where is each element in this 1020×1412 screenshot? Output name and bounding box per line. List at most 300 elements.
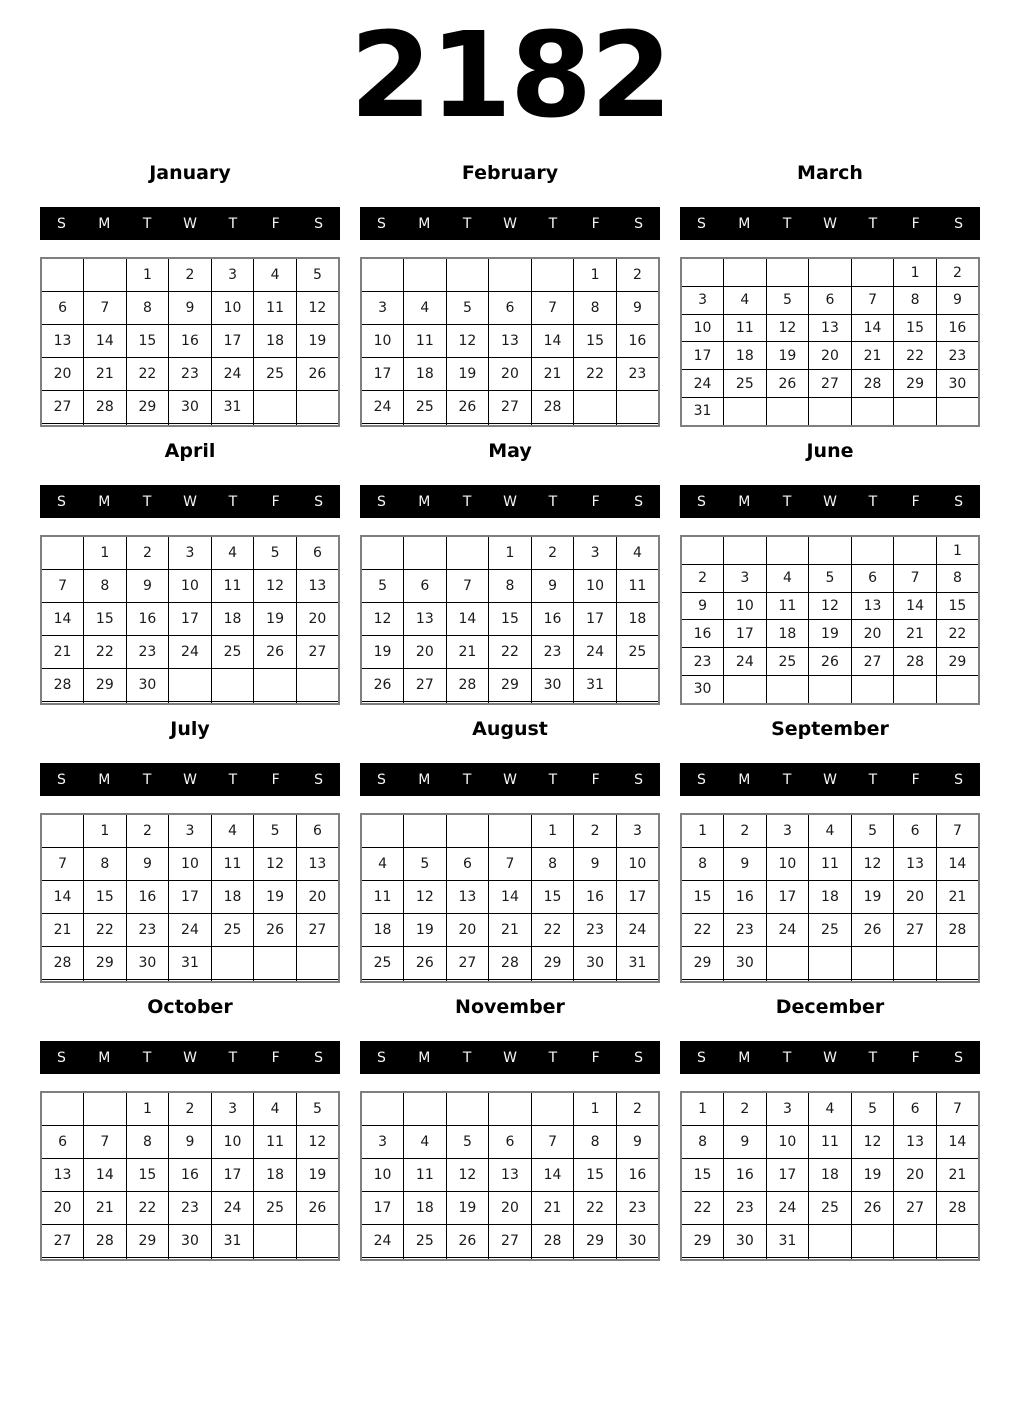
day-cell: 15 — [681, 881, 724, 914]
empty-day-cell — [211, 423, 254, 426]
day-cell: 21 — [41, 913, 84, 946]
day-cell: 23 — [616, 357, 659, 390]
day-cell: 23 — [681, 648, 724, 676]
day-cell: 27 — [489, 390, 532, 423]
month-october — [40, 992, 340, 1261]
day-cell: 21 — [936, 881, 979, 914]
weekday-label: S — [56, 771, 66, 788]
day-cell: 23 — [531, 635, 574, 668]
day-cell: 13 — [446, 881, 489, 914]
weekday-label: T — [868, 215, 878, 232]
month-grid — [40, 257, 340, 427]
day-cell: 4 — [404, 292, 447, 325]
day-cell: 13 — [296, 570, 339, 603]
day-cell: 5 — [446, 1126, 489, 1159]
weekday-label: F — [271, 215, 280, 232]
week-row — [41, 570, 339, 603]
empty-day-cell — [404, 979, 447, 982]
empty-day-cell — [361, 814, 404, 848]
day-cell: 3 — [361, 292, 404, 325]
week-row — [681, 620, 979, 648]
day-cell: 30 — [936, 370, 979, 398]
day-cell: 9 — [126, 570, 169, 603]
day-cell: 24 — [361, 390, 404, 423]
day-cell: 13 — [809, 314, 852, 342]
week-row — [681, 648, 979, 676]
day-cell: 30 — [574, 946, 617, 979]
day-cell: 16 — [169, 1159, 212, 1192]
day-cell: 20 — [489, 1191, 532, 1224]
day-cell: 22 — [531, 913, 574, 946]
week-row — [681, 1224, 979, 1257]
day-cell: 29 — [531, 946, 574, 979]
day-cell: 24 — [211, 357, 254, 390]
weekday-label: F — [591, 771, 600, 788]
empty-day-cell — [936, 1257, 979, 1260]
empty-day-cell — [296, 668, 339, 701]
day-cell: 6 — [489, 292, 532, 325]
day-cell: 4 — [616, 536, 659, 570]
day-cell: 1 — [531, 814, 574, 848]
day-cell: 6 — [404, 570, 447, 603]
weekday-label: S — [634, 215, 644, 232]
day-cell: 30 — [169, 1224, 212, 1257]
week-row — [361, 1257, 659, 1260]
weekday-label: T — [868, 1049, 878, 1066]
day-cell: 15 — [574, 325, 617, 358]
month-title: February — [461, 162, 559, 184]
empty-day-cell — [296, 1257, 339, 1260]
day-cell: 10 — [766, 848, 809, 881]
empty-day-cell — [254, 1257, 297, 1260]
empty-day-cell — [489, 1257, 532, 1260]
empty-day-cell — [296, 946, 339, 979]
day-cell: 2 — [169, 258, 212, 292]
weekday-header-bar — [360, 1041, 660, 1074]
empty-day-cell — [126, 979, 169, 982]
empty-day-cell — [809, 258, 852, 287]
week-row — [41, 701, 339, 704]
day-cell: 22 — [84, 913, 127, 946]
day-cell: 14 — [894, 592, 937, 620]
day-cell: 1 — [84, 814, 127, 848]
day-cell: 14 — [84, 325, 127, 358]
day-cell: 3 — [361, 1126, 404, 1159]
day-cell: 5 — [851, 1092, 894, 1126]
weekday-label: M — [98, 215, 111, 232]
day-cell: 28 — [41, 946, 84, 979]
empty-day-cell — [681, 1257, 724, 1260]
empty-day-cell — [41, 258, 84, 292]
day-cell: 12 — [446, 1159, 489, 1192]
week-row — [681, 848, 979, 881]
weekday-header-bar — [40, 1041, 340, 1074]
day-cell: 24 — [211, 1191, 254, 1224]
day-cell: 31 — [169, 946, 212, 979]
empty-day-cell — [211, 946, 254, 979]
weekday-header-bar — [680, 763, 980, 796]
day-cell: 27 — [894, 1191, 937, 1224]
day-cell: 1 — [84, 536, 127, 570]
day-cell: 17 — [169, 603, 212, 636]
day-cell: 27 — [296, 913, 339, 946]
day-cell: 24 — [361, 1224, 404, 1257]
day-cell: 26 — [851, 913, 894, 946]
weekday-label: F — [591, 215, 600, 232]
empty-day-cell — [41, 701, 84, 704]
day-cell: 7 — [531, 1126, 574, 1159]
day-cell: 5 — [254, 814, 297, 848]
day-cell: 5 — [296, 1092, 339, 1126]
day-cell: 22 — [126, 1191, 169, 1224]
week-row — [361, 536, 659, 570]
day-cell: 13 — [489, 1159, 532, 1192]
day-cell: 29 — [126, 1224, 169, 1257]
day-cell: 11 — [809, 1126, 852, 1159]
day-cell: 1 — [126, 258, 169, 292]
month-august — [360, 714, 660, 983]
day-cell: 17 — [169, 881, 212, 914]
empty-day-cell — [574, 390, 617, 423]
weekday-label: F — [911, 215, 920, 232]
week-row — [41, 325, 339, 358]
day-cell: 29 — [489, 668, 532, 701]
day-cell: 10 — [361, 325, 404, 358]
month-title: June — [806, 440, 854, 462]
empty-day-cell — [809, 397, 852, 426]
day-cell: 6 — [894, 814, 937, 848]
weekday-label: T — [548, 1049, 558, 1066]
month-title: November — [455, 996, 565, 1018]
empty-day-cell — [851, 946, 894, 979]
day-cell: 9 — [616, 292, 659, 325]
empty-day-cell — [489, 814, 532, 848]
day-cell: 14 — [936, 1126, 979, 1159]
day-cell: 27 — [489, 1224, 532, 1257]
empty-day-cell — [894, 946, 937, 979]
day-cell: 6 — [894, 1092, 937, 1126]
day-cell: 19 — [361, 635, 404, 668]
empty-day-cell — [489, 979, 532, 982]
day-cell: 11 — [211, 570, 254, 603]
day-cell: 23 — [126, 635, 169, 668]
day-cell: 19 — [766, 342, 809, 370]
day-cell: 8 — [531, 848, 574, 881]
day-cell: 8 — [126, 1126, 169, 1159]
day-cell: 28 — [531, 390, 574, 423]
weekday-label: T — [868, 493, 878, 510]
day-cell: 28 — [936, 913, 979, 946]
weekday-label: T — [142, 493, 152, 510]
empty-day-cell — [489, 701, 532, 704]
week-row — [361, 357, 659, 390]
empty-day-cell — [126, 701, 169, 704]
day-cell: 15 — [894, 314, 937, 342]
day-cell: 7 — [936, 814, 979, 848]
empty-day-cell — [616, 668, 659, 701]
week-row — [361, 881, 659, 914]
weekday-label: M — [738, 215, 751, 232]
day-cell: 24 — [169, 913, 212, 946]
week-row — [361, 946, 659, 979]
day-cell: 17 — [681, 342, 724, 370]
day-cell: 14 — [851, 314, 894, 342]
month-june — [680, 436, 980, 705]
month-july — [40, 714, 340, 983]
day-cell: 17 — [616, 881, 659, 914]
day-cell: 15 — [489, 603, 532, 636]
day-cell: 15 — [126, 325, 169, 358]
empty-day-cell — [809, 979, 852, 982]
day-cell: 16 — [724, 1159, 767, 1192]
weekday-label: W — [183, 493, 197, 510]
empty-day-cell — [41, 814, 84, 848]
weekday-label: F — [591, 1049, 600, 1066]
day-cell: 6 — [41, 292, 84, 325]
week-row — [681, 1159, 979, 1192]
day-cell: 8 — [84, 570, 127, 603]
day-cell: 15 — [84, 603, 127, 636]
day-cell: 5 — [254, 536, 297, 570]
day-cell: 31 — [681, 397, 724, 426]
empty-day-cell — [254, 946, 297, 979]
month-grid — [680, 813, 980, 983]
empty-day-cell — [84, 701, 127, 704]
empty-day-cell — [766, 946, 809, 979]
empty-day-cell — [616, 701, 659, 704]
weekday-label: F — [911, 771, 920, 788]
day-cell: 4 — [211, 814, 254, 848]
empty-day-cell — [681, 536, 724, 565]
day-cell: 2 — [126, 536, 169, 570]
empty-day-cell — [894, 675, 937, 704]
month-title: October — [147, 996, 233, 1018]
day-cell: 1 — [489, 536, 532, 570]
day-cell: 8 — [574, 1126, 617, 1159]
day-cell: 10 — [169, 570, 212, 603]
empty-day-cell — [766, 1257, 809, 1260]
day-cell: 27 — [296, 635, 339, 668]
day-cell: 2 — [531, 536, 574, 570]
day-cell: 16 — [126, 881, 169, 914]
week-row — [41, 1191, 339, 1224]
day-cell: 1 — [681, 1092, 724, 1126]
empty-day-cell — [936, 1224, 979, 1257]
day-cell: 28 — [936, 1191, 979, 1224]
day-cell: 18 — [809, 1159, 852, 1192]
week-row — [41, 814, 339, 848]
day-cell: 27 — [41, 1224, 84, 1257]
week-row — [361, 1191, 659, 1224]
weekday-label: T — [228, 1049, 238, 1066]
weekday-label: W — [823, 1049, 837, 1066]
empty-day-cell — [361, 536, 404, 570]
week-row — [681, 397, 979, 426]
day-cell: 8 — [574, 292, 617, 325]
day-cell: 4 — [254, 258, 297, 292]
day-cell: 9 — [616, 1126, 659, 1159]
empty-day-cell — [404, 536, 447, 570]
week-row — [361, 635, 659, 668]
empty-day-cell — [574, 979, 617, 982]
empty-day-cell — [446, 258, 489, 292]
weekday-label: T — [142, 771, 152, 788]
weekday-label: S — [954, 771, 964, 788]
day-cell: 26 — [446, 390, 489, 423]
day-cell: 10 — [211, 292, 254, 325]
day-cell: 25 — [361, 946, 404, 979]
weekday-label: M — [738, 1049, 751, 1066]
day-cell: 7 — [446, 570, 489, 603]
weekday-label: S — [634, 771, 644, 788]
day-cell: 23 — [574, 913, 617, 946]
empty-day-cell — [809, 1257, 852, 1260]
weekday-label: W — [823, 215, 837, 232]
week-row — [361, 258, 659, 292]
day-cell: 3 — [766, 1092, 809, 1126]
week-row — [361, 1126, 659, 1159]
day-cell: 26 — [766, 370, 809, 398]
weekday-label: T — [782, 493, 792, 510]
day-cell: 26 — [296, 1191, 339, 1224]
day-cell: 17 — [766, 1159, 809, 1192]
month-september — [680, 714, 980, 983]
day-cell: 18 — [724, 342, 767, 370]
day-cell: 19 — [254, 603, 297, 636]
day-cell: 13 — [296, 848, 339, 881]
day-cell: 13 — [851, 592, 894, 620]
empty-day-cell — [446, 536, 489, 570]
day-cell: 2 — [616, 1092, 659, 1126]
day-cell: 16 — [574, 881, 617, 914]
week-row — [681, 565, 979, 593]
empty-day-cell — [404, 814, 447, 848]
day-cell: 5 — [446, 292, 489, 325]
day-cell: 13 — [894, 1126, 937, 1159]
week-row — [41, 946, 339, 979]
weekday-header-bar — [360, 207, 660, 240]
empty-day-cell — [126, 423, 169, 426]
empty-day-cell — [489, 423, 532, 426]
day-cell: 28 — [894, 648, 937, 676]
month-grid — [680, 535, 980, 705]
day-cell: 29 — [894, 370, 937, 398]
day-cell: 25 — [254, 1191, 297, 1224]
week-row — [41, 536, 339, 570]
day-cell: 8 — [126, 292, 169, 325]
empty-day-cell — [169, 979, 212, 982]
day-cell: 3 — [766, 814, 809, 848]
weekday-label: W — [503, 215, 517, 232]
day-cell: 2 — [724, 814, 767, 848]
day-cell: 26 — [446, 1224, 489, 1257]
week-row — [681, 1126, 979, 1159]
empty-day-cell — [296, 423, 339, 426]
weekday-label: M — [738, 493, 751, 510]
day-cell: 4 — [211, 536, 254, 570]
day-cell: 8 — [681, 848, 724, 881]
empty-day-cell — [851, 1224, 894, 1257]
day-cell: 6 — [41, 1126, 84, 1159]
day-cell: 31 — [766, 1224, 809, 1257]
empty-day-cell — [169, 668, 212, 701]
week-row — [681, 814, 979, 848]
month-title: March — [797, 162, 863, 184]
day-cell: 27 — [404, 668, 447, 701]
empty-day-cell — [126, 1257, 169, 1260]
day-cell: 3 — [681, 287, 724, 315]
day-cell: 17 — [211, 1159, 254, 1192]
day-cell: 14 — [446, 603, 489, 636]
day-cell: 18 — [404, 357, 447, 390]
weekday-header-bar — [680, 1041, 980, 1074]
weekday-label: F — [911, 493, 920, 510]
day-cell: 2 — [724, 1092, 767, 1126]
day-cell: 6 — [809, 287, 852, 315]
week-row — [681, 370, 979, 398]
day-cell: 15 — [126, 1159, 169, 1192]
day-cell: 20 — [296, 603, 339, 636]
day-cell: 12 — [851, 848, 894, 881]
day-cell: 10 — [724, 592, 767, 620]
day-cell: 22 — [681, 913, 724, 946]
week-row — [41, 390, 339, 423]
day-cell: 31 — [211, 1224, 254, 1257]
day-cell: 12 — [404, 881, 447, 914]
day-cell: 21 — [489, 913, 532, 946]
day-cell: 28 — [446, 668, 489, 701]
empty-day-cell — [894, 1224, 937, 1257]
month-grid — [360, 1091, 660, 1261]
week-row — [41, 292, 339, 325]
day-cell: 30 — [126, 946, 169, 979]
day-cell: 4 — [809, 1092, 852, 1126]
day-cell: 7 — [851, 287, 894, 315]
weekday-label: F — [271, 1049, 280, 1066]
day-cell: 6 — [446, 848, 489, 881]
day-cell: 4 — [766, 565, 809, 593]
weekday-label: S — [56, 215, 66, 232]
week-row — [361, 1159, 659, 1192]
day-cell: 9 — [681, 592, 724, 620]
week-row — [681, 1092, 979, 1126]
month-grid — [360, 813, 660, 983]
day-cell: 5 — [404, 848, 447, 881]
day-cell: 19 — [809, 620, 852, 648]
empty-day-cell — [894, 1257, 937, 1260]
empty-day-cell — [681, 258, 724, 287]
empty-day-cell — [84, 1092, 127, 1126]
day-cell: 22 — [894, 342, 937, 370]
day-cell: 9 — [574, 848, 617, 881]
day-cell: 29 — [84, 668, 127, 701]
day-cell: 21 — [936, 1159, 979, 1192]
empty-day-cell — [851, 1257, 894, 1260]
weekday-label: T — [462, 1049, 472, 1066]
weekday-header-bar — [360, 763, 660, 796]
weekday-label: M — [98, 771, 111, 788]
day-cell: 2 — [616, 258, 659, 292]
day-cell: 22 — [574, 357, 617, 390]
weekday-label: T — [548, 215, 558, 232]
day-cell: 19 — [296, 325, 339, 358]
day-cell: 10 — [681, 314, 724, 342]
week-row — [361, 1092, 659, 1126]
day-cell: 16 — [616, 325, 659, 358]
day-cell: 16 — [936, 314, 979, 342]
day-cell: 19 — [446, 357, 489, 390]
week-row — [41, 1092, 339, 1126]
